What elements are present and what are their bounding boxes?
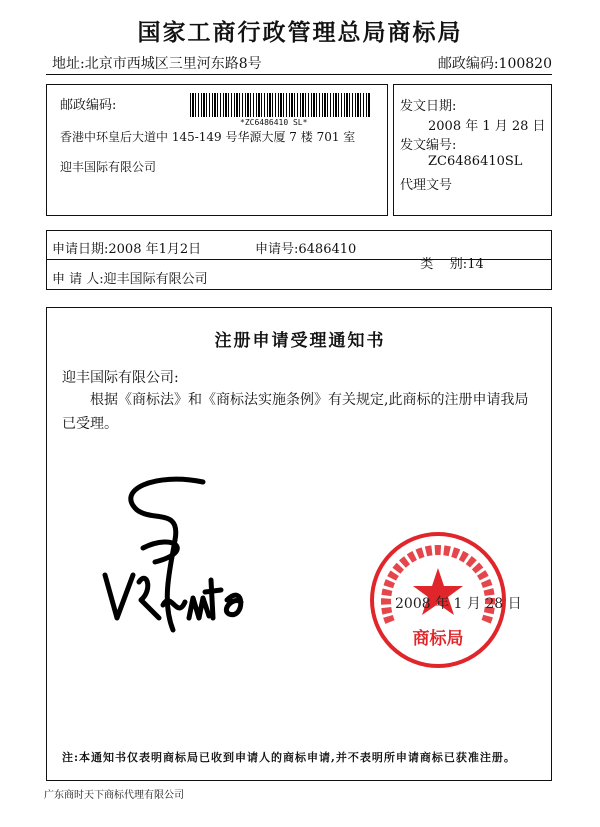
application-class-value: 14 bbox=[467, 257, 484, 272]
office-address bbox=[52, 53, 262, 73]
stamp-date: 2008 年 1 月 28 日 bbox=[395, 596, 522, 612]
application-date bbox=[52, 238, 201, 257]
applicant-value: 迎丰国际有限公司 bbox=[103, 272, 208, 287]
applicant-label: 申 请 人: bbox=[52, 272, 104, 287]
agent-ref-label: 代理文号 bbox=[400, 178, 453, 193]
agent-name: 广东商时天下商标代理有限公司 bbox=[44, 790, 184, 801]
application-class bbox=[412, 238, 484, 272]
header-rule bbox=[46, 74, 552, 75]
application-class-label: 类 别: bbox=[420, 257, 468, 272]
trademark-image bbox=[95, 470, 295, 640]
postcode-value: 100820 bbox=[498, 56, 552, 72]
application-date-value: 2008 年1月2日 bbox=[108, 242, 202, 257]
postcode-label: 邮政编码: bbox=[437, 56, 499, 72]
barcode bbox=[190, 93, 370, 117]
seal-center-text: 商标局 bbox=[412, 629, 464, 649]
dispatch-number: ZC6486410SL bbox=[428, 154, 523, 169]
application-date-label: 申请日期: bbox=[52, 242, 109, 257]
page-title: 国家工商行政管理总局商标局 bbox=[137, 19, 463, 46]
dispatch-date-label: 发文日期: bbox=[400, 99, 457, 114]
notice-body-line1: 根据《商标法》和《商标法实施条例》有关规定,此商标的注册申请我局 bbox=[90, 392, 529, 408]
recipient-postcode-label: 邮政编码: bbox=[60, 98, 117, 113]
dispatch-number-label: 发文编号: bbox=[400, 138, 457, 153]
address-value: 北京市西城区三里河东路8号 bbox=[84, 56, 262, 72]
applicant bbox=[52, 268, 208, 287]
recipient-address: 香港中环皇后大道中 145-149 号华源大厦 7 楼 701 室 bbox=[60, 130, 356, 144]
notice-title: 注册申请受理通知书 bbox=[214, 331, 386, 351]
application-number-value: 6486410 bbox=[298, 242, 357, 257]
recipient-name: 迎丰国际有限公司 bbox=[60, 160, 157, 174]
application-number bbox=[255, 238, 356, 257]
office-postcode bbox=[438, 53, 552, 73]
notice-footnote: 注:本通知书仅表明商标局已收到申请人的商标申请,并不表明所申请商标已获准注册。 bbox=[62, 751, 516, 764]
notice-salutation: 迎丰国际有限公司: bbox=[62, 370, 179, 386]
notice-body-line2: 已受理。 bbox=[62, 416, 118, 432]
barcode-text: *ZC6486410 SL* bbox=[240, 118, 308, 127]
dispatch-date: 2008 年 1 月 28 日 bbox=[428, 119, 546, 134]
address-label: 地址: bbox=[52, 56, 85, 72]
application-number-label: 申请号: bbox=[255, 242, 299, 257]
